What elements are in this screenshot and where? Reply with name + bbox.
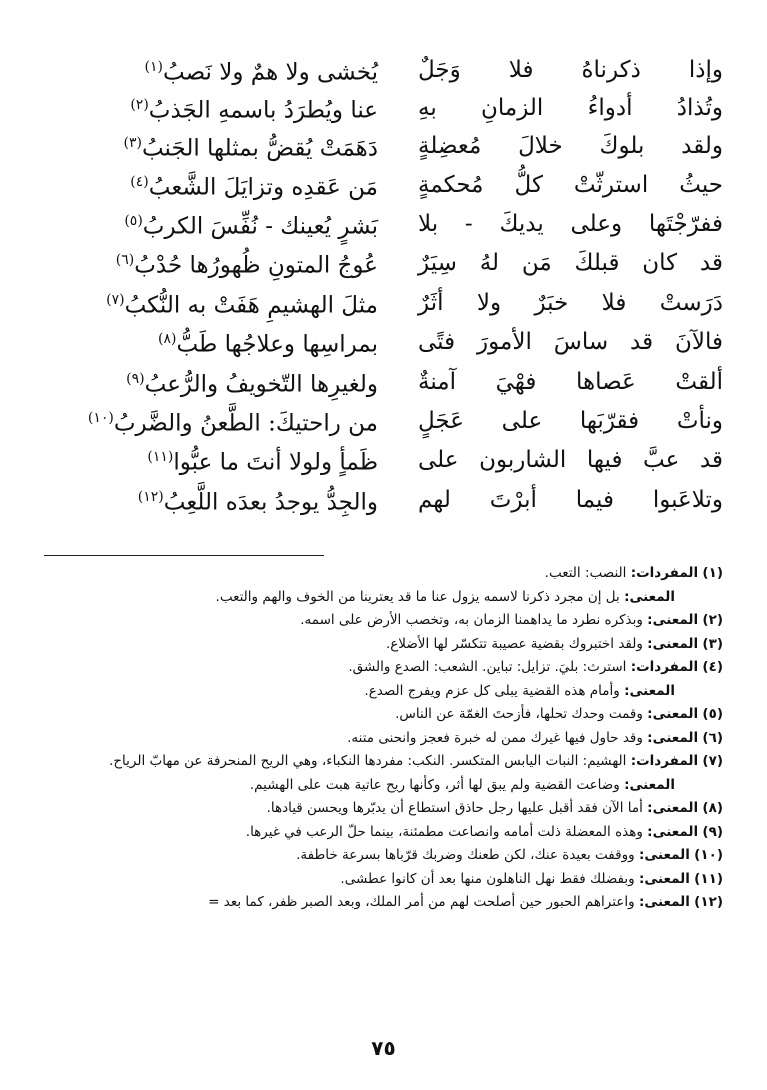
hemistich-text: عُوجُ المتونِ ظُهورُها حُدْبُ: [134, 252, 378, 279]
verse-first-hemistich: ألقتْ عَصاها فهْيَ آمنةٌ: [418, 369, 723, 395]
verse-first-hemistich: قد عبَّ فيها الشاربون على: [418, 447, 723, 473]
footnote-text: النصب: التعب.: [544, 565, 627, 581]
footnote-text: وبذكره نطرد ما يداهمنا الزمان به، وتخصب الأرض على اسمه.: [300, 612, 643, 628]
footnote: [33, 774, 723, 798]
verse-first-hemistich: ونأتْ فقرّبَها على عَجَلٍ: [418, 408, 723, 434]
footnote: [33, 609, 723, 633]
footnote-label: المعنى:: [647, 635, 699, 652]
footnote-ref: (٢): [130, 97, 149, 114]
verse-line: [43, 362, 723, 402]
footnote-ref: (١١): [147, 449, 174, 466]
footnote-text: بل إن مجرد ذكرنا لاسمه يزول عنا ما قد يعترينا من الخوف والهم والتعب.: [215, 588, 620, 605]
footnote-label: المعنى:: [647, 823, 699, 840]
footnote-separator: [44, 555, 324, 556]
footnote-ref: (١٢): [137, 489, 164, 506]
verse-first-hemistich: ففرّجْتَها وعلى يديكَ - بلا: [418, 211, 723, 237]
hemistich-text: مثلَ الهشيمِ هَفَتْ به النُّكبُ: [124, 292, 378, 319]
footnote-ref: (٨): [157, 331, 177, 348]
footnote-number: (١): [702, 565, 723, 581]
footnote: [33, 586, 723, 610]
footnote-ref: (٤): [130, 174, 149, 191]
footnote-number: (١٠): [694, 847, 723, 863]
verse-first-hemistich: وتُذادُ أدواءُ الزمانِ بهِ: [418, 95, 723, 121]
verse-first-hemistich: فالآنَ قد ساسَ الأمورَ فتًى: [418, 329, 723, 355]
hemistich-text: ولغيرِها التّخويفُ والرُّعبُ: [144, 371, 378, 398]
footnote-text: الهشيم: النبات اليابس المتكسر. النكب: مفردها النكباء، وهي الريح المنحرفة عن مهابّ الرياح.: [109, 753, 627, 769]
footnote: [33, 821, 723, 845]
verse-first-hemistich: حيثُ استرثّتْ كلُّ مُحكمةٍ: [418, 172, 723, 198]
footnote: [33, 868, 723, 892]
footnotes: [33, 562, 723, 915]
verse-first-hemistich: دَرَستْ فلا خبَرٌ ولا أثَرٌ: [418, 290, 723, 316]
footnote-label: المعنى:: [638, 894, 690, 910]
footnote-number: (٧): [702, 753, 723, 769]
verse-first-hemistich: وإذا ذكرناهُ فلا وَجَلٌ: [418, 57, 723, 83]
footnote-label: المعنى:: [638, 847, 690, 863]
hemistich-text: بمراسِها وعلاجُها طَبُّ: [176, 331, 378, 358]
verse-line: [43, 401, 723, 441]
footnote-label: المعنى:: [647, 729, 699, 746]
footnote: [33, 750, 723, 774]
footnote-ref: (٩): [126, 371, 145, 388]
footnote: [33, 891, 723, 915]
footnote-ref: (١): [144, 59, 163, 76]
footnote-number: (١١): [694, 870, 723, 887]
verse-line: [43, 322, 723, 362]
verse-line: [43, 283, 723, 323]
footnote-label: المعنى:: [624, 776, 675, 793]
footnote-label: المفردات:: [630, 753, 699, 769]
footnote-label: المعنى:: [638, 870, 690, 887]
verse-second-hemistich: [43, 477, 378, 523]
verse-second-hemistich: [43, 437, 378, 483]
verse-line: [43, 480, 723, 520]
hemistich-text: ظَمأٍ ولولا أنتَ ما عبُّوا: [173, 449, 378, 476]
footnote-label: المفردات:: [630, 659, 699, 675]
verse-line: [43, 165, 723, 205]
hemistich-text: بَشرٍ يُعينك - نُفِّسَ الكربُ: [142, 213, 378, 240]
footnote-text: أما الآن فقد أقبل عليها رجل حاذق استطاع أن يدبّرها ويحسن قيادها.: [266, 800, 643, 816]
footnote-number: (٩): [702, 823, 723, 840]
verse-first-hemistich: قد كان قبلكَ مَن لهُ سِيَرٌ: [418, 250, 723, 276]
footnote-text: وضاعت القضية ولم يبق لها أثر، وكأنها ريح عاتية هبت على الهشيم.: [249, 776, 620, 793]
footnote-ref: (٣): [123, 135, 142, 152]
footnote-ref: (٥): [124, 213, 143, 230]
footnote-ref: (١٠): [87, 410, 114, 427]
hemistich-text: والجِدُّ يوجدُ بعدَه اللَّعِبُ: [163, 489, 378, 516]
hemistich-text: مَن عَقدِه وتزايَلَ الشَّعبُ: [148, 174, 378, 201]
footnote: [33, 562, 723, 586]
verse-line: [43, 50, 723, 90]
footnote: [33, 797, 723, 821]
footnote-ref: (٦): [115, 252, 135, 269]
verse-line: [43, 204, 723, 244]
footnote: [33, 703, 723, 727]
footnote: [33, 727, 723, 751]
footnote: [33, 844, 723, 868]
footnote-label: المعنى:: [624, 682, 675, 699]
footnote-text: استرث: بليَ. تزايل: تباين. الشعب: الصدع والشق.: [348, 659, 627, 675]
footnote-text: وبفضلك فقط نهل الناهلون منها بعد أن كانوا عطشى.: [340, 870, 635, 887]
verse-second-hemistich: [43, 240, 378, 286]
verse-second-hemistich: [43, 319, 378, 365]
page-number: ٧٥: [371, 1036, 396, 1060]
footnote-number: (٥): [702, 706, 723, 722]
verse-first-hemistich: وتلاعَبوا فيما أبرْتَ لهم: [418, 487, 723, 513]
verse-line: [43, 243, 723, 283]
footnote-number: (١٢): [694, 894, 723, 910]
hemistich-text: يُخشى ولا همٌ ولا نَصبُ: [163, 59, 378, 86]
verse-line: [43, 88, 723, 128]
footnote-label: المعنى:: [647, 706, 699, 722]
footnote-text: وقد حاول فيها غيرك ممن له خبرة فعجز وانحنى متنه.: [347, 729, 643, 746]
verse-line: [43, 440, 723, 480]
hemistich-text: عنا ويُطرَدُ باسمهِ الجَذبُ: [148, 97, 378, 124]
footnote-label: المعنى:: [624, 588, 675, 605]
footnote-text: وهذه المعضلة ذلت أمامه وانصاعت مطمئنة، بينما حلّ الرعب في غيرها.: [245, 823, 643, 840]
footnote-text: وأمام هذه القضية يبلى كل عزم ويفرج الصدع.: [364, 682, 620, 699]
footnote-text: واعتراهم الحبور حين أصلحت لهم من أمر الملك، وبعد الصبر ظفر، كما بعد =: [208, 894, 635, 910]
footnote-ref: (٧): [106, 292, 125, 309]
footnote: [33, 633, 723, 657]
verse-first-hemistich: ولقد بلوكَ خلالَ مُعضِلةٍ: [418, 133, 723, 159]
footnote-number: (٨): [702, 800, 723, 816]
footnote-label: المعنى:: [647, 800, 699, 816]
hemistich-text: دَهَمَتْ يُقضُّ بمثلها الجَنبُ: [141, 135, 378, 162]
footnote-label: المفردات:: [630, 565, 699, 581]
footnote-number: (٦): [702, 729, 723, 746]
footnote-number: (٣): [702, 635, 723, 652]
footnote-text: ووقفت بعيدة عنك، لكن طعنك وضربك قرّباها بسرعة خاطفة.: [296, 847, 635, 863]
footnote: [33, 656, 723, 680]
footnote-number: (٢): [702, 612, 723, 628]
footnote-number: (٤): [702, 659, 723, 675]
footnote-label: المعنى:: [647, 612, 699, 628]
footnote-text: ولقد اختبروك بقضية عصيبة تتكسّر لها الأضلاع.: [385, 635, 643, 652]
verse-line: [43, 126, 723, 166]
hemistich-text: من راحتيكَ: الطَّعنُ والضَّربُ: [113, 410, 378, 437]
footnote-text: وقمت وحدك تحلها، فأزحتَ الغمّة عن الناس.: [395, 706, 643, 722]
footnote: [33, 680, 723, 704]
